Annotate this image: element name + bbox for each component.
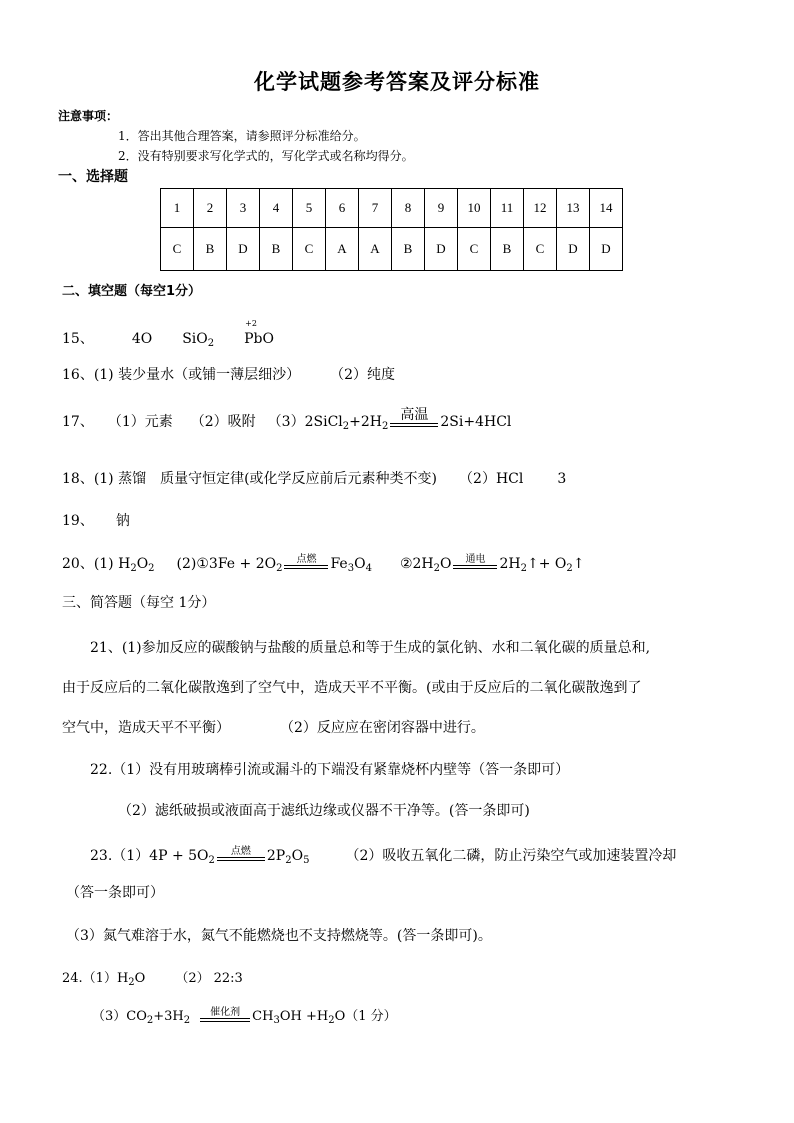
- answer-cell: B: [491, 228, 524, 271]
- answer-table: [160, 188, 623, 271]
- q17-number: 17、: [62, 414, 94, 430]
- q23-line-2: （答一条即可）: [66, 885, 164, 901]
- question-number: 8: [392, 189, 425, 228]
- note-item-1: 1．答出其他合理答案，请参照评分标准给分。: [118, 129, 366, 143]
- q23-line-1: $23.(1)4P + 5O_2$ 点燃 $2P_2O_5$ （2）吸收五氧化二磷，防止污染空气或加速装置冷却: [90, 846, 677, 866]
- q17-part2: （2）吸附: [190, 414, 256, 430]
- question-number: 4: [260, 189, 293, 228]
- note-item-2: 2．没有特别要求写化学式的，写化学式或名称均得分。: [118, 149, 414, 163]
- answer-cell: C: [161, 228, 194, 271]
- q18-part1: 18、(1) 蒸馏 质量守恒定律(或化学反应前后元素种类不变): [62, 471, 438, 487]
- question-number: 7: [359, 189, 392, 228]
- question-number: 12: [524, 189, 557, 228]
- section3-heading: 三、简答题（每空 1分）: [62, 595, 216, 611]
- q16-line: [62, 365, 395, 385]
- double-line: [200, 1018, 250, 1022]
- answer-cell: C: [524, 228, 557, 271]
- answer-table-number-row: [161, 189, 623, 228]
- reaction-condition: 高温: [400, 407, 429, 423]
- q19-line: [62, 511, 130, 531]
- answer-cell: D: [227, 228, 260, 271]
- question-number: 9: [425, 189, 458, 228]
- question-number: 1: [161, 189, 194, 228]
- q17-equation-lhs: $2SiCl_2+2H_2$: [304, 414, 389, 432]
- q18-line: [62, 469, 566, 489]
- reaction-arrow: [284, 554, 328, 574]
- answer-cell: D: [557, 228, 590, 271]
- q19-answer: 钠: [115, 513, 130, 529]
- answer-cell: B: [194, 228, 227, 271]
- reaction-arrow: [217, 846, 265, 866]
- answer-cell: D: [590, 228, 623, 271]
- q21-line-1: 21、(1)参加反应的碳酸钠与盐酸的质量总和等于生成的氯化钠、水和二氧化碳的质量总和,: [90, 640, 651, 656]
- notes-heading: 注意事项：: [58, 109, 119, 123]
- reaction-condition: 点燃: [296, 554, 317, 565]
- q16-part1: 16、(1) 装少量水（或铺一薄层细沙）: [62, 367, 301, 383]
- q23-line-3: （3）氮气难溶于水，氮气不能燃烧也不支持燃烧等。(答一条即可)。: [66, 928, 492, 944]
- reaction-condition: 通电: [465, 554, 486, 565]
- answer-cell: A: [359, 228, 392, 271]
- q15-number: 15、: [62, 331, 94, 347]
- q20-line: [62, 554, 584, 574]
- answer-table-answer-row: [161, 228, 623, 271]
- q16-part2: （2）纯度: [330, 367, 396, 383]
- double-line: [217, 857, 265, 861]
- q15-answer-3: +2 Pb: [244, 319, 263, 347]
- q17-line: [62, 408, 511, 432]
- question-number: 10: [458, 189, 491, 228]
- double-line: [453, 565, 497, 569]
- answer-cell: B: [260, 228, 293, 271]
- q21-line-2: 由于反应后的二氧化碳散逸到了空气中，造成天平不平衡。(或由于反应后的二氧化碳散逸到了: [62, 680, 642, 696]
- q15-answer-1: 4O: [131, 331, 153, 347]
- q15-line: 15、 4O SiO$_2$ +2 PbO: [62, 319, 275, 349]
- question-number: 3: [227, 189, 260, 228]
- q21-line-3: 空气中，造成天平不平衡） （2）反应应在密闭容器中进行。: [62, 720, 485, 736]
- reaction-arrow: [453, 554, 497, 574]
- double-line: [284, 565, 328, 569]
- q15-answer-2: SiO$_2$: [182, 331, 215, 349]
- question-number: 11: [491, 189, 524, 228]
- question-number: 5: [293, 189, 326, 228]
- reaction-arrow: [200, 1007, 250, 1027]
- answer-cell: D: [425, 228, 458, 271]
- q17-part3-label: （3）: [267, 414, 305, 430]
- q17-part1: （1）元素: [107, 414, 173, 430]
- answer-cell: B: [392, 228, 425, 271]
- q22-line-1: 22.（1）没有用玻璃棒引流或漏斗的下端没有紧靠烧杯内壁等（答一条即可）: [90, 762, 570, 778]
- q17-equation-rhs: 2Si+4HCl: [440, 414, 512, 430]
- answer-cell: A: [326, 228, 359, 271]
- q19-number: 19、: [62, 513, 94, 529]
- double-line: [390, 423, 438, 427]
- q20-part3: $②2H_2O$ 通电 $2H_2↑+$ $O_2↑$: [399, 554, 585, 574]
- reaction-condition: 点燃: [230, 846, 251, 857]
- q20-part1: 20、(1) $H_2O_2$: [62, 556, 155, 574]
- answer-cell: C: [293, 228, 326, 271]
- q18-part2: （2）HCl: [459, 471, 524, 487]
- reaction-condition: 催化剂: [210, 1007, 241, 1018]
- section1-heading: 一、选择题: [58, 169, 128, 185]
- q20-part2: (2)①3Fe + $2O_2$ 点燃 $Fe_3O_4$: [176, 554, 372, 574]
- q22-line-2: （2）滤纸破损或液面高于滤纸边缘或仪器不干净等。(答一条即可): [118, 803, 530, 819]
- page-title: 化学试题参考答案及评分标准: [254, 70, 540, 94]
- section2-heading: 二、填空题（每空1分）: [62, 284, 202, 299]
- reaction-arrow: [390, 408, 438, 432]
- q18-part3: 3: [557, 471, 567, 487]
- q24-line-1: $24.(1)H_2O$ （2） 22:3: [62, 971, 243, 988]
- question-number: 13: [557, 189, 590, 228]
- question-number: 2: [194, 189, 227, 228]
- question-number: 6: [326, 189, 359, 228]
- valence-mark: +2: [245, 319, 257, 328]
- q24-line-2: $(3)CO_2+3H_2$ 催化剂 $CH_3OH +H_2O(1$ 分）: [92, 1007, 397, 1026]
- answer-cell: C: [458, 228, 491, 271]
- question-number: 14: [590, 189, 623, 228]
